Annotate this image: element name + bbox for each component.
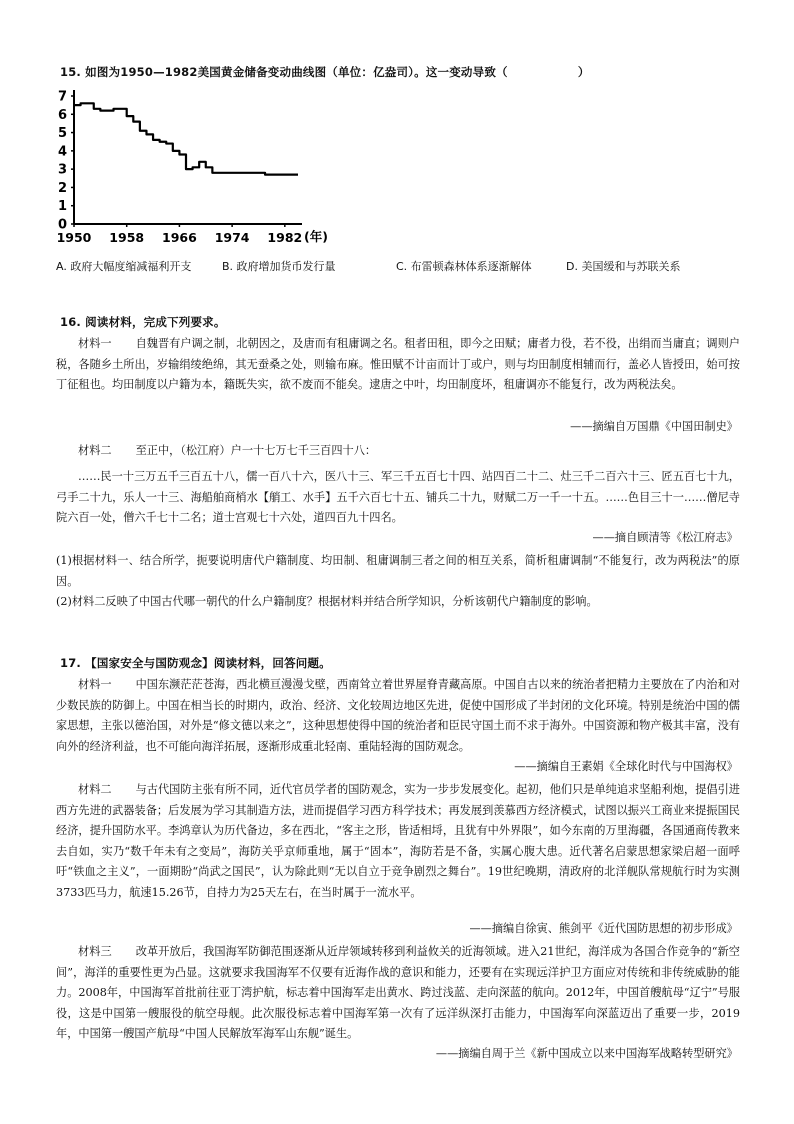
q17-material-3 xyxy=(56,942,740,1045)
gold-reserve-line xyxy=(74,103,298,174)
y-tick-label: 0 xyxy=(57,217,67,233)
x-tick-label: 1966 xyxy=(162,230,197,245)
q16-material-2-list: ……民一十三万五千三百五十八，儒一百八十六，医八十三、军三千五百七十四、站四百二十二、灶三千二百六十三、匠五百七十九，弓手二十九，乐人一十三、海船舶商梢水【艄工、水手】五千六百七十五、铺兵二十九，财赋二万一千一十五。……色目三十一……僧尼寺院六百一处，僧六千七十二名；道士宫观七十六处，道四百九十四名。 xyxy=(56,470,740,525)
q16-m1-label: 材料一 xyxy=(78,337,112,350)
y-tick-label: 4 xyxy=(57,144,67,160)
q16-m2-label: 材料二 xyxy=(78,444,112,457)
q16-material-2 xyxy=(56,441,740,462)
q16-m1-text: 自魏晋有户调之制，北朝因之，及唐而有租庸调之名。租者田租，即今之田赋；庸者力役，若不役，出绢而当庸直；调则户税，各随乡土所出，岁输绢绫绝绵，其无蚕桑之处，则输布麻。惟田赋不计亩而计丁或户，则与均田制度相辅而行，盖必人皆授田，始可按丁征租也。均田制度以户籍为本，籍既失实，欲不废而不能矣。逮唐之中叶，均田制度坏，租庸调亦不能复行，改为两税法矣。 xyxy=(56,337,740,392)
q16-m2-text: 至正中，（松江府）户一十七万七千三百四十八： xyxy=(135,444,377,457)
q15-option-b[interactable]: B. 政府增加货币发行量 xyxy=(222,260,336,273)
q15-title: 15. 如图为1950—1982美国黄金储备变动曲线图（单位：亿盎司）。这一变动导致（ ） xyxy=(60,65,590,79)
q17-m1-text: 中国东濒茫茫苍海，西北横亘漫漫戈壁，西南耸立着世界屋脊青藏高原。中国自古以来的统治者把精力主要放在了内治和对少数民族的防御上。中国在相当长的时期内，政治、经济、文化较周边地区先进，促使中国形成了半封闭的文化环境。特别是统治中国的儒家思想，主张以德治国，对外是“修文德以来之”，这种思想使得中国的统治者和臣民守国土而不求于海外。中国资源和物产极其丰富，没有向外的经济利益，也不可能向海洋拓展，逐渐形成重北轻南、重陆轻海的国防观念。 xyxy=(56,678,740,753)
y-tick-label: 2 xyxy=(57,180,67,196)
q17-m1-source: ——摘编自王素娟《全球化时代与中国海权》 xyxy=(514,760,738,773)
y-tick-label: 1 xyxy=(57,199,67,215)
q15-option-a[interactable]: A. 政府大幅度缩减福利开支 xyxy=(56,260,192,273)
q16-m1-source: ——摘编自万国鼎《中国田制史》 xyxy=(570,420,738,433)
x-tick-label: 1950 xyxy=(56,230,92,245)
q16-material-1 xyxy=(56,334,740,396)
q17-m3-source: ——摘编自周于兰《新中国成立以来中国海军战略转型研究》 xyxy=(435,1047,738,1060)
q16-requirement-2: (2)材料二反映了中国古代哪一朝代的什么户籍制度？根据材料并结合所学知识，分析该朝代户籍制度的影响。 xyxy=(56,595,598,608)
q17-m3-label: 材料三 xyxy=(78,945,112,958)
y-tick-label: 3 xyxy=(57,162,67,178)
q15-option-c[interactable]: C. 布雷顿森林体系逐渐解体 xyxy=(396,260,532,273)
q15-option-d[interactable]: D. 美国缓和与苏联关系 xyxy=(566,260,681,273)
x-tick-label: 1982 xyxy=(267,230,303,245)
q17-m2-label: 材料二 xyxy=(78,783,112,796)
y-tick-label: 6 xyxy=(57,107,67,123)
x-axis-label: (年) xyxy=(304,229,328,244)
y-tick-label: 7 xyxy=(57,89,67,105)
q17-m2-text: 与古代国防主张有所不同，近代官员学者的国防观念，实为一步步发展变化。起初，他们只是单纯追求坚船利炮，提倡引进西方先进的武器装备；后发展为学习其制造方法，进而提倡学习西方科学技术；再发展到羡慕西方经济模式，试图以振兴工商业来提振国民经济，提升国防水平。李鸿章认为历代备边，多在西北，“客主之形，皆适相埒，且犹有中外界限”，如今东南的万里海疆，各国通商传教来去自如，实乃“数千年未有之变局”，海防关乎京师重地，属于“固本”，海防若是不备，实属心腹大患。近代著名启蒙思想家梁启超一面呼吁“铁血之主义”，一面期盼“尚武之国民”，认为除此则“无以自立于竞争剧烈之舞台”。19世纪晚期，清政府的北洋舰队常规航行时为实测3733匹马力，航速15.26节，自持力为25天左右，在当时属于一流水平。 xyxy=(56,783,740,899)
y-tick-label: 5 xyxy=(57,126,67,142)
q17-material-1 xyxy=(56,675,740,757)
q17-m3-text: 改革开放后，我国海军防御范围逐渐从近岸领域转移到利益攸关的近海领域。进入21世纪，海洋成为各国合作竞争的“新空间”，海洋的重要性更为凸显。这就要求我国海军不仅要有近海作战的意识和能力，还要有在实现远洋护卫方面应对传统和非传统威胁的能力。2008年，中国海军首批前往亚丁湾护航，标志着中国海军走出黄水、跨过浅蓝、走向深蓝的航向。2012年，中国首艘航母“辽宁”号服役，这是中国第一艘服役的航空母舰。此次服役标志着中国海军第一次有了远洋纵深打击能力，中国海军向深蓝迈出了重要一步，2019年，中国第一艘国产航母“中国人民解放军海军山东舰”诞生。 xyxy=(56,945,740,1041)
x-tick-label: 1958 xyxy=(109,230,145,245)
q16-title: 16. 阅读材料，完成下列要求。 xyxy=(60,315,226,329)
q17-m1-label: 材料一 xyxy=(78,678,112,691)
x-tick-label: 1974 xyxy=(214,230,250,245)
q17-m2-source: ——摘编自徐寅、熊剑平《近代国防思想的初步形成》 xyxy=(469,922,738,935)
gold-reserve-chart xyxy=(52,86,392,246)
q17-material-2 xyxy=(56,780,740,904)
q17-title: 17. 【国家安全与国防观念】阅读材料，回答问题。 xyxy=(60,656,331,670)
q16-requirement-1: (1)根据材料一、结合所学，扼要说明唐代户籍制度、均田制、租庸调制三者之间的相互关系，简析租庸调制“不能复行，改为两税法”的原因。 xyxy=(56,554,740,588)
q16-m2-source: ——摘自顾清等《松江府志》 xyxy=(592,531,738,544)
